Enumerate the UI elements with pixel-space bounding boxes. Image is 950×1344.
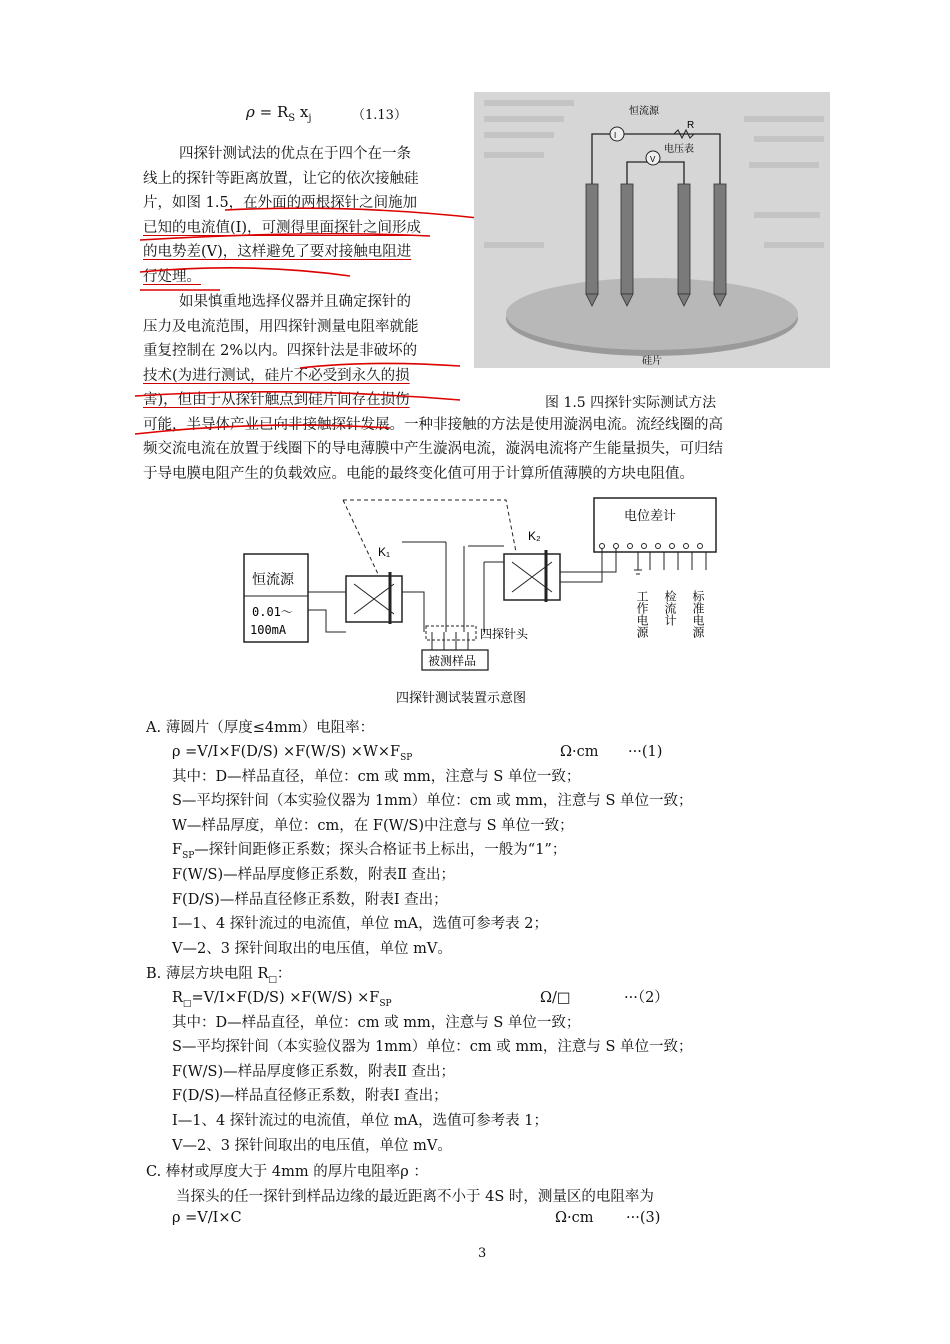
rs-subscript: S (288, 113, 296, 124)
section-c-line: 当探头的任一探针到样品边缘的最近距离不小于 4S 时，测量区的电阻率为 (176, 1189, 654, 1205)
section-a-body (172, 740, 693, 961)
photo-label-v: V (650, 155, 656, 164)
equals-sign: = (259, 103, 273, 121)
current-source-range-1: 0.01～ (252, 605, 293, 619)
photo-label-r: R (687, 120, 695, 131)
label-working-power: 工作电源 (635, 590, 649, 638)
text-line: F(W/S)—样品厚度修正系数，附表Ⅱ 查出； (172, 1063, 456, 1080)
label-standard-power: 标准电源 (691, 590, 705, 638)
formula-3: ρ =V/I×C (172, 1210, 242, 1226)
section-b-title-sub: □ (268, 974, 277, 985)
text-line: 其中：D—样品直径，单位：cm 或 mm，注意与 S 单位一致； (172, 1014, 581, 1031)
text-line: 线上的探针等距离放置，让它的依次接触硅 (143, 170, 419, 187)
formula-1-unit: Ω·cm (560, 744, 599, 760)
formula-3-unit: Ω·cm (555, 1210, 594, 1226)
current-source-title: 恒流源 (252, 571, 294, 587)
text-line: 行处理。 (143, 268, 201, 285)
section-b-title (146, 962, 291, 985)
text-line: F(W/S)—样品厚度修正系数，附表Ⅱ 查出； (172, 866, 456, 883)
probe-head-label: 四探针头 (480, 627, 529, 641)
xj-subscript: j (308, 113, 312, 124)
rho-symbol: ρ (246, 103, 255, 121)
formula-1-text: ρ =V/I×F(D/S) ×F(W/S) ×W×F (172, 744, 401, 760)
text-line: I—1、4 探针流过的电流值，单位 mA，选值可参考表 2； (172, 916, 548, 933)
formula-1-number: ···(1) (628, 744, 663, 760)
section-b-title-text: B. 薄层方块电阻 R (146, 966, 269, 982)
section-b-title-colon: ： (276, 966, 292, 982)
text-line: I—1、4 探针流过的电流值，单位 mA，选值可参考表 1； (172, 1112, 548, 1129)
current-source-range-2: 100mA (250, 623, 287, 637)
formula-number: （1.13） (352, 108, 407, 123)
photo-label-wafer: 硅片 (642, 356, 662, 367)
section-c-title: C. 棒材或厚度大于 4mm 的厚片电阻率ρ ： (146, 1164, 428, 1180)
formula-3-number: ···(3) (626, 1210, 661, 1226)
formula-1-13 (246, 103, 311, 124)
formula-2 (172, 986, 693, 1011)
four-probe-schematic (238, 492, 718, 712)
diagram-caption: 四探针测试装置示意图 (396, 690, 527, 705)
text-line: 压力及电流范围，用四探针测量电阻率就能 (143, 318, 419, 335)
formula-2-unit: Ω/□ (540, 990, 571, 1006)
fsp-subscript: SP (182, 851, 195, 862)
sample-label: 被测样品 (428, 654, 477, 668)
formula-2-number: ···（2） (624, 990, 669, 1006)
text-line: 害)，但由于从探针触点到硅片间存在损伤 (143, 392, 410, 408)
text-line: 如果慎重地选择仪器并且确定探针的 (179, 294, 411, 310)
fsp-desc: —探针间距修正系数；探头合格证书上标出，一般为“1”； (194, 842, 567, 859)
text-line: 频交流电流在放置于线圈下的导电薄膜中产生漩涡电流，漩涡电流将产生能量损失，可归结 (143, 441, 723, 457)
text-line: 其中：D—样品直径，单位：cm 或 mm，注意与 S 单位一致； (172, 768, 581, 785)
page-number: 3 (478, 1246, 487, 1261)
formula-2-text: =V/I×F(D/S) ×F(W/S) ×F (191, 990, 380, 1006)
potentiometer-box (594, 498, 716, 552)
text-line: F(D/S)—样品直径修正系数，附表Ⅰ 查出； (172, 891, 448, 908)
text-line: 片，如图 1.5，在外面的两根探针之间施加 (143, 195, 418, 211)
text-line: 技术(为进行测试，硅片不必受到永久的损 (143, 367, 410, 384)
formula-1 (172, 740, 693, 765)
xj-symbol: x (299, 103, 309, 121)
rs-symbol: R (276, 103, 289, 121)
text-line: 重复控制在 2%以内。四探针法是非破坏的 (143, 343, 418, 359)
text-line: 的电势差(V)，这样避免了要对接触电阻进 (143, 244, 412, 260)
text-line: S—平均探针间（本实验仪器为 1mm）单位：cm 或 mm，注意与 S 单位一致； (172, 1039, 693, 1056)
formula-2-sub: □ (182, 998, 192, 1009)
formula-2-r: R (172, 990, 183, 1006)
photo-illustration (474, 92, 830, 368)
text-line: 已知的电流值(I)，可测得里面探针之间形成 (143, 219, 422, 236)
section-a-title: A. 薄圆片（厚度≤4mm）电阻率： (146, 720, 375, 736)
text-line: V—2、3 探针间取出的电压值，单位 mV。 (172, 940, 452, 957)
text-line: 四探针测试法的优点在于四个在一条 (179, 146, 411, 162)
text-line: W—样品厚度，单位：cm，在 F(W/S)中注意与 S 单位一致； (172, 817, 574, 834)
fsp-symbol: F (172, 842, 183, 859)
label-galvanometer: 检流计 (663, 590, 677, 626)
sp-subscript: SP (400, 752, 413, 763)
potentiometer-label: 电位差计 (624, 508, 677, 523)
fsp-line (172, 838, 693, 863)
photo-label-source: 恒流源 (629, 106, 659, 117)
label-k1: K₁ (378, 545, 391, 559)
text-line: 于导电膜电阻产生的负载效应。电能的最终变化值可用于计算所值薄膜的方块电阻值。 (143, 465, 694, 482)
text-line: V—2、3 探针间取出的电压值，单位 mV。 (172, 1137, 452, 1154)
red-annotation-strokes (130, 190, 490, 450)
four-probe-photo (474, 92, 830, 368)
figure-1-5-caption: 图 1.5 四探针实际测试方法 (545, 395, 717, 411)
photo-label-i: I (614, 131, 617, 140)
text-line: S—平均探针间（本实验仪器为 1mm）单位：cm 或 mm，注意与 S 单位一致； (172, 793, 693, 810)
photo-label-voltmeter: 电压表 (664, 144, 694, 155)
label-k2: K₂ (528, 529, 541, 543)
section-b-body (172, 986, 693, 1158)
text-line: 可能，半导体产业已向非接触探针发展。一种非接触的方法是使用漩涡电流。流经线圈的高 (143, 416, 723, 433)
text-line: F(D/S)—样品直径修正系数，附表Ⅰ 查出； (172, 1088, 448, 1105)
formula-2-sp: SP (379, 998, 392, 1009)
